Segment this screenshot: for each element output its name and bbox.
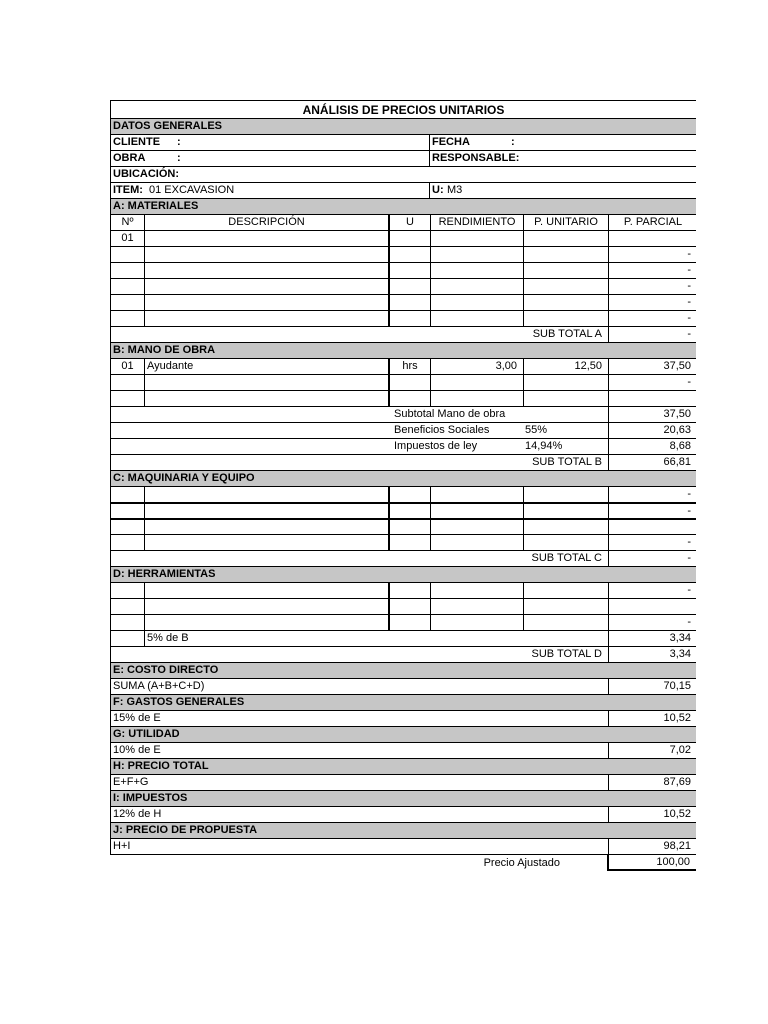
table-row — [110, 391, 696, 407]
col-n: Nº — [121, 216, 134, 228]
table-row — [110, 375, 696, 391]
section-title: J: PRECIO DE PROPUESTA — [113, 824, 258, 836]
subtotal-c-row — [110, 551, 696, 567]
row-unit-price — [523, 599, 608, 614]
row-description — [144, 391, 388, 406]
subtotal-value: - — [608, 551, 697, 566]
row-unit — [388, 391, 430, 406]
row-unit — [388, 535, 430, 550]
row-partial-price: - — [608, 487, 697, 502]
section-header-impuestos — [110, 791, 696, 807]
row-unit — [388, 599, 430, 614]
precio-ajustado-label: Precio Ajustado — [483, 857, 560, 869]
row-partial-price — [608, 520, 697, 534]
ubicacion-label: UBICACIÓN: — [113, 168, 179, 180]
col-u: U — [388, 215, 430, 230]
row-number — [111, 279, 144, 294]
row-unit — [388, 247, 430, 262]
row-unit — [388, 231, 430, 246]
section-header-maquinaria — [110, 471, 696, 487]
col-punit: P. UNITARIO — [523, 215, 608, 230]
row-number — [111, 535, 144, 550]
responsable-label: RESPONSABLE: — [429, 151, 696, 166]
row-description — [144, 520, 388, 534]
subtotal-label: SUB TOTAL C — [531, 552, 602, 564]
subtotal-mo-value: 37,50 — [608, 407, 697, 422]
formula-value: 10,52 — [608, 711, 697, 726]
table-row — [110, 487, 696, 503]
section-title: B: MANO DE OBRA — [113, 344, 216, 356]
row-description — [144, 247, 388, 262]
cliente-label: CLIENTE — [113, 136, 161, 148]
row-number: 01 — [121, 232, 134, 244]
row-unit — [388, 375, 430, 390]
row-rendimiento — [430, 247, 523, 262]
row-unit-price — [523, 504, 608, 518]
costo-directo-row — [110, 679, 696, 695]
table-row — [110, 599, 696, 615]
row-rendimiento — [430, 520, 523, 534]
row-description — [144, 311, 388, 326]
row-unit-price — [523, 295, 608, 310]
subtotal-a-row — [110, 327, 696, 343]
row-rendimiento — [430, 487, 523, 502]
section-header-gastos — [110, 695, 696, 711]
row-description — [144, 295, 388, 310]
row-rendimiento — [430, 599, 523, 614]
subtotal-d-row — [110, 647, 696, 663]
section-title: A: MATERIALES — [113, 200, 199, 212]
section-title: DATOS GENERALES — [113, 120, 222, 132]
sheet-title: ANÁLISIS DE PRECIOS UNITARIOS — [302, 103, 505, 117]
col-rend: RENDIMIENTO — [430, 215, 523, 230]
row-partial-price: - — [608, 311, 697, 326]
row-description — [144, 583, 388, 598]
impuestos-ley-pct: 14,94% — [525, 440, 563, 452]
column-header-row — [110, 215, 696, 231]
precio-ajustado-value: 100,00 — [607, 854, 696, 871]
row-description — [144, 263, 388, 278]
section-header-datos — [110, 119, 696, 135]
row-number — [111, 520, 144, 534]
herramientas-pct-row — [110, 631, 696, 647]
gastos-row — [110, 711, 696, 727]
section-title: G: UTILIDAD — [113, 728, 180, 740]
col-pparc: P. PARCIAL — [608, 215, 697, 230]
subtotal-label: SUB TOTAL A — [532, 328, 602, 340]
row-description — [144, 375, 388, 390]
row-description — [144, 615, 388, 630]
subtotal-mo-label: Subtotal Mano de obra — [394, 408, 506, 420]
utilidad-row — [110, 743, 696, 759]
table-row — [110, 519, 696, 535]
obra-label: OBRA — [113, 152, 146, 164]
table-row — [110, 295, 696, 311]
row-unit — [388, 615, 430, 630]
beneficios-label: Beneficios Sociales — [394, 424, 490, 436]
formula-label: SUMA (A+B+C+D) — [113, 680, 205, 692]
row-number — [111, 487, 144, 502]
row-partial-price: - — [608, 375, 697, 390]
section-title: I: IMPUESTOS — [113, 792, 188, 804]
price-analysis-sheet — [110, 100, 696, 873]
ubicacion-row — [110, 167, 696, 183]
fecha-label: FECHA — [429, 135, 509, 150]
subtotal-value: 66,81 — [608, 455, 697, 470]
row-partial-price — [608, 231, 697, 246]
row-rendimiento — [430, 375, 523, 390]
table-row — [110, 263, 696, 279]
row-unit: hrs — [388, 359, 430, 374]
table-row — [110, 247, 696, 263]
row-partial-price: - — [608, 247, 697, 262]
row-unit — [388, 295, 430, 310]
row-rendimiento — [430, 504, 523, 518]
row-unit — [388, 311, 430, 326]
row-unit — [388, 583, 430, 598]
row-unit-price — [523, 391, 608, 406]
row-unit-price — [523, 231, 608, 246]
table-row — [110, 231, 696, 247]
item-label: ITEM: — [113, 184, 143, 196]
table-row — [110, 535, 696, 551]
table-row — [110, 615, 696, 631]
cliente-sep: : — [177, 136, 181, 148]
section-header-precio-total — [110, 759, 696, 775]
row-partial-price: - — [608, 583, 697, 598]
herramientas-pct-label: 5% de B — [144, 631, 608, 646]
row-partial-price: - — [608, 615, 697, 630]
row-partial-price: - — [608, 504, 697, 518]
cliente-row — [110, 135, 696, 151]
row-partial-price — [608, 599, 697, 614]
item-row — [110, 183, 696, 199]
beneficios-row — [110, 423, 696, 439]
section-header-herramientas — [110, 567, 696, 583]
precio-total-row — [110, 775, 696, 791]
row-unit-price — [523, 583, 608, 598]
section-header-utilidad — [110, 727, 696, 743]
row-description: Ayudante — [144, 359, 388, 374]
beneficios-value: 20,63 — [608, 423, 697, 438]
row-unit-price — [523, 375, 608, 390]
row-number: 01 — [121, 360, 134, 372]
row-unit-price — [523, 279, 608, 294]
row-number — [111, 247, 144, 262]
formula-value: 98,21 — [608, 839, 697, 854]
row-description — [144, 599, 388, 614]
subtotal-value: 3,34 — [608, 647, 697, 662]
section-title: C: MAQUINARIA Y EQUIPO — [113, 472, 255, 484]
row-unit — [388, 520, 430, 534]
row-rendimiento — [430, 583, 523, 598]
formula-label: 15% de E — [113, 712, 161, 724]
formula-value: 87,69 — [608, 775, 697, 790]
section-title: F: GASTOS GENERALES — [113, 696, 245, 708]
col-desc: DESCRIPCIÓN — [144, 215, 388, 230]
row-unit-price — [523, 615, 608, 630]
row-number — [111, 615, 144, 630]
obra-row — [110, 151, 696, 167]
row-unit — [388, 487, 430, 502]
row-partial-price: - — [608, 279, 697, 294]
row-rendimiento — [430, 231, 523, 246]
section-header-propuesta — [110, 823, 696, 839]
sheet-title-row — [110, 100, 696, 119]
formula-label: 12% de H — [113, 808, 162, 820]
section-title: E: COSTO DIRECTO — [113, 664, 219, 676]
row-unit-price — [523, 487, 608, 502]
subtotal-label: SUB TOTAL B — [532, 456, 602, 468]
section-header-mano-obra — [110, 343, 696, 359]
row-description — [144, 279, 388, 294]
row-unit-price: 12,50 — [523, 359, 608, 374]
formula-value: 10,52 — [608, 807, 697, 822]
row-unit — [388, 504, 430, 518]
propuesta-row — [110, 839, 696, 855]
table-row — [110, 311, 696, 327]
table-row — [110, 279, 696, 295]
impuestos-ley-value: 8,68 — [608, 439, 697, 454]
impuestos-ley-row — [110, 439, 696, 455]
row-unit — [388, 279, 430, 294]
impuestos-row — [110, 807, 696, 823]
fecha-sep: : — [511, 136, 515, 148]
row-partial-price — [608, 391, 697, 406]
unit-label: U: — [429, 183, 447, 198]
section-header-materiales — [110, 199, 696, 215]
row-number — [111, 391, 144, 406]
row-partial-price: 37,50 — [608, 359, 697, 374]
subtotal-mano-obra-row — [110, 407, 696, 423]
formula-value: 70,15 — [608, 679, 697, 694]
row-unit-price — [523, 311, 608, 326]
table-row — [110, 503, 696, 519]
row-partial-price: - — [608, 263, 697, 278]
row-number — [111, 311, 144, 326]
subtotal-value: - — [608, 327, 697, 342]
row-description — [144, 504, 388, 518]
section-title: D: HERRAMIENTAS — [113, 568, 216, 580]
row-description — [144, 535, 388, 550]
row-rendimiento — [430, 311, 523, 326]
row-rendimiento — [430, 279, 523, 294]
section-header-costo-directo — [110, 663, 696, 679]
row-rendimiento — [430, 615, 523, 630]
row-unit-price — [523, 247, 608, 262]
row-unit-price — [523, 535, 608, 550]
row-number — [111, 583, 144, 598]
row-number — [111, 375, 144, 390]
subtotal-b-row — [110, 455, 696, 471]
formula-value: 7,02 — [608, 743, 697, 758]
row-description — [144, 231, 388, 246]
row-number — [111, 599, 144, 614]
item-value: 01 EXCAVASION — [149, 184, 235, 196]
impuestos-ley-label: Impuestos de ley — [394, 440, 478, 452]
row-rendimiento — [430, 535, 523, 550]
row-rendimiento — [430, 295, 523, 310]
row-description — [144, 487, 388, 502]
table-row — [110, 359, 696, 375]
formula-label: H+I — [113, 840, 131, 852]
section-title: H: PRECIO TOTAL — [113, 760, 209, 772]
row-number — [111, 295, 144, 310]
row-number — [111, 263, 144, 278]
table-row — [110, 583, 696, 599]
row-rendimiento — [430, 263, 523, 278]
formula-label: E+F+G — [113, 776, 149, 788]
beneficios-pct: 55% — [525, 424, 548, 436]
obra-sep: : — [177, 152, 181, 164]
unit-value: M3 — [447, 184, 463, 196]
row-rendimiento: 3,00 — [430, 359, 523, 374]
row-partial-price: - — [608, 295, 697, 310]
formula-label: 10% de E — [113, 744, 161, 756]
row-unit — [388, 263, 430, 278]
row-unit-price — [523, 263, 608, 278]
row-rendimiento — [430, 391, 523, 406]
subtotal-label: SUB TOTAL D — [531, 648, 602, 660]
row-number — [111, 504, 144, 518]
row-partial-price: - — [608, 535, 697, 550]
precio-ajustado-row — [110, 855, 696, 873]
herramientas-pct-value: 3,34 — [608, 631, 697, 646]
row-unit-price — [523, 520, 608, 534]
